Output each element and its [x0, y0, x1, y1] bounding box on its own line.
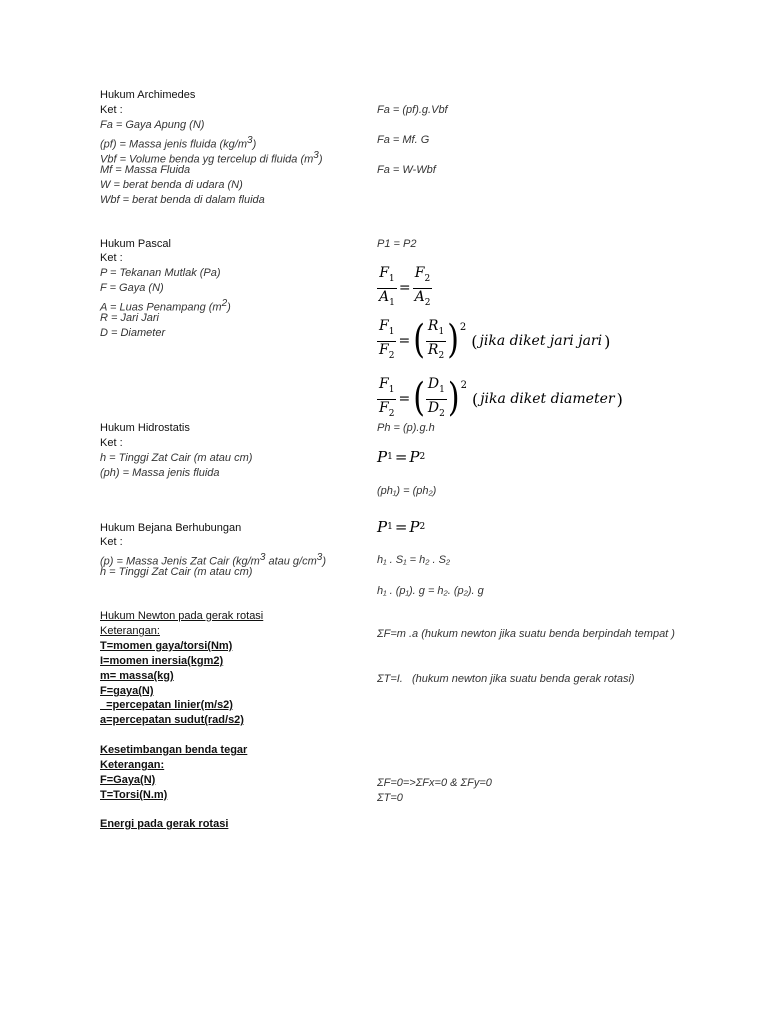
- newton-item: F=gaya(N): [100, 685, 154, 697]
- archimedes-item: Mf = Massa Fluida: [100, 164, 191, 176]
- fraction: $\frac{F_1}{A_1}$: [379, 265, 395, 308]
- pascal-title: Hukum Pascal: [100, 238, 171, 250]
- bejana-formula: h₁ . S₁ = h₂ . S₂: [377, 554, 451, 566]
- pascal-item: A = Luas Penampang $(m^2)$: [100, 298, 231, 314]
- newton-keterangan: Keterangan:: [100, 625, 160, 637]
- kesetimbangan-formula: ΣF=0=>ΣFx=0 & ΣFy=0: [377, 777, 492, 789]
- fraction: $\frac{F_2}{A_2}$: [414, 265, 431, 308]
- newton-item: I=momen inersia(kgm2): [100, 655, 224, 667]
- kesetimbangan-item: F=Gaya(N): [100, 774, 156, 786]
- hidrostatis-formula: (ph₁) = (ph₂): [377, 485, 437, 497]
- pascal-item: R = Jari Jari: [100, 312, 159, 324]
- bejana-item: h = Tinggi Zat Cair (m atau cm): [100, 566, 253, 578]
- kesetimbangan-title: Kesetimbangan benda tegar: [100, 744, 248, 756]
- archimedes-formula: Fa = (pf).g.Vbf: [377, 104, 448, 116]
- pascal-formula-radius: $\frac{F_1}{F_2}$ = ( $\frac{R_1}{R_2}$ ) 2 ( jika diket jari jari ): [379, 317, 611, 364]
- bejana-formula: h₁ . (p₁). g = h₂. (p₂). g: [377, 585, 484, 597]
- archimedes-ket: Ket :: [100, 104, 123, 116]
- newton-item: m= massa(kg): [100, 670, 174, 682]
- hidrostatis-formula: Ph = (p).g.h: [377, 422, 435, 434]
- fraction: $\frac{D_1}{D_2}$: [427, 376, 445, 419]
- newton-formula: ΣT=I. (hukum newton jika suatu benda gerak rotasi): [377, 673, 635, 685]
- pascal-item: F = Gaya (N): [100, 282, 164, 294]
- newton-formula: ΣF=m .a (hukum newton jika suatu benda berpindah tempat ): [377, 628, 675, 640]
- bejana-title: Hukum Bejana Berhubungan: [100, 522, 242, 534]
- hidrostatis-formula-p1p2: P 1 = P 2: [377, 448, 426, 466]
- pascal-ket: Ket :: [100, 252, 123, 264]
- kesetimbangan-formula: ΣT=0: [377, 792, 403, 804]
- hidrostatis-item: h = Tinggi Zat Cair (m atau cm): [100, 452, 253, 464]
- hidrostatis-item: (ph) = Massa jenis fluida: [100, 467, 220, 479]
- newton-item: T=momen gaya/torsi(Nm): [100, 640, 233, 652]
- archimedes-item: Wbf = berat benda di dalam fluida: [100, 194, 265, 206]
- newton-title: Hukum Newton pada gerak rotasi: [100, 610, 264, 622]
- energi-title: Energi pada gerak rotasi: [100, 818, 229, 830]
- archimedes-item: (pf) = Massa jenis fluida $(kg/m^3)$: [100, 135, 257, 151]
- fraction: $\frac{F_1}{F_2}$: [379, 376, 395, 419]
- bejana-ket: Ket :: [100, 536, 123, 548]
- archimedes-formula: Fa = W-Wbf: [377, 164, 436, 176]
- archimedes-formula: Fa = Mf. G: [377, 134, 430, 146]
- archimedes-item: W = berat benda di udara (N): [100, 179, 243, 191]
- pascal-formula-diameter: $\frac{F_1}{F_2}$ = ( $\frac{D_1}{D_2}$ ) 2 ( jika diket diameter ): [379, 375, 623, 422]
- pascal-item: D = Diameter: [100, 327, 166, 339]
- hidrostatis-ket: Ket :: [100, 437, 123, 449]
- kesetimbangan-item: T=Torsi(N.m): [100, 789, 168, 801]
- kesetimbangan-keterangan: Keterangan:: [100, 759, 165, 771]
- fraction: $\frac{F_1}{F_2}$: [379, 318, 395, 361]
- fraction: $\frac{R_1}{R_2}$: [427, 318, 445, 361]
- newton-item: a=percepatan sudut(rad/s2): [100, 714, 244, 726]
- bejana-formula-p1p2: P 1 = P 2: [377, 518, 426, 536]
- hidrostatis-title: Hukum Hidrostatis: [100, 422, 190, 434]
- bejana-item: (p) = Massa Jenis Zat Cair ($kg/m^3$ atau $g/cm^3$): [100, 552, 326, 568]
- archimedes-item: Fa = Gaya Apung (N): [100, 119, 205, 131]
- newton-item: =percepatan linier(m/s2): [100, 699, 233, 711]
- pascal-item: P = Tekanan Mutlak (Pa): [100, 267, 221, 279]
- archimedes-title: Hukum Archimedes: [100, 89, 196, 101]
- archimedes-item: Vbf = Volume benda yg tercelup di fluida $(m^3)$: [100, 150, 323, 166]
- pascal-formula-fa: $\frac{F_1}{A_1}$ = $\frac{F_2}{A_2}$: [377, 265, 432, 312]
- pascal-formula-p1p2: P1 = P2: [377, 238, 417, 250]
